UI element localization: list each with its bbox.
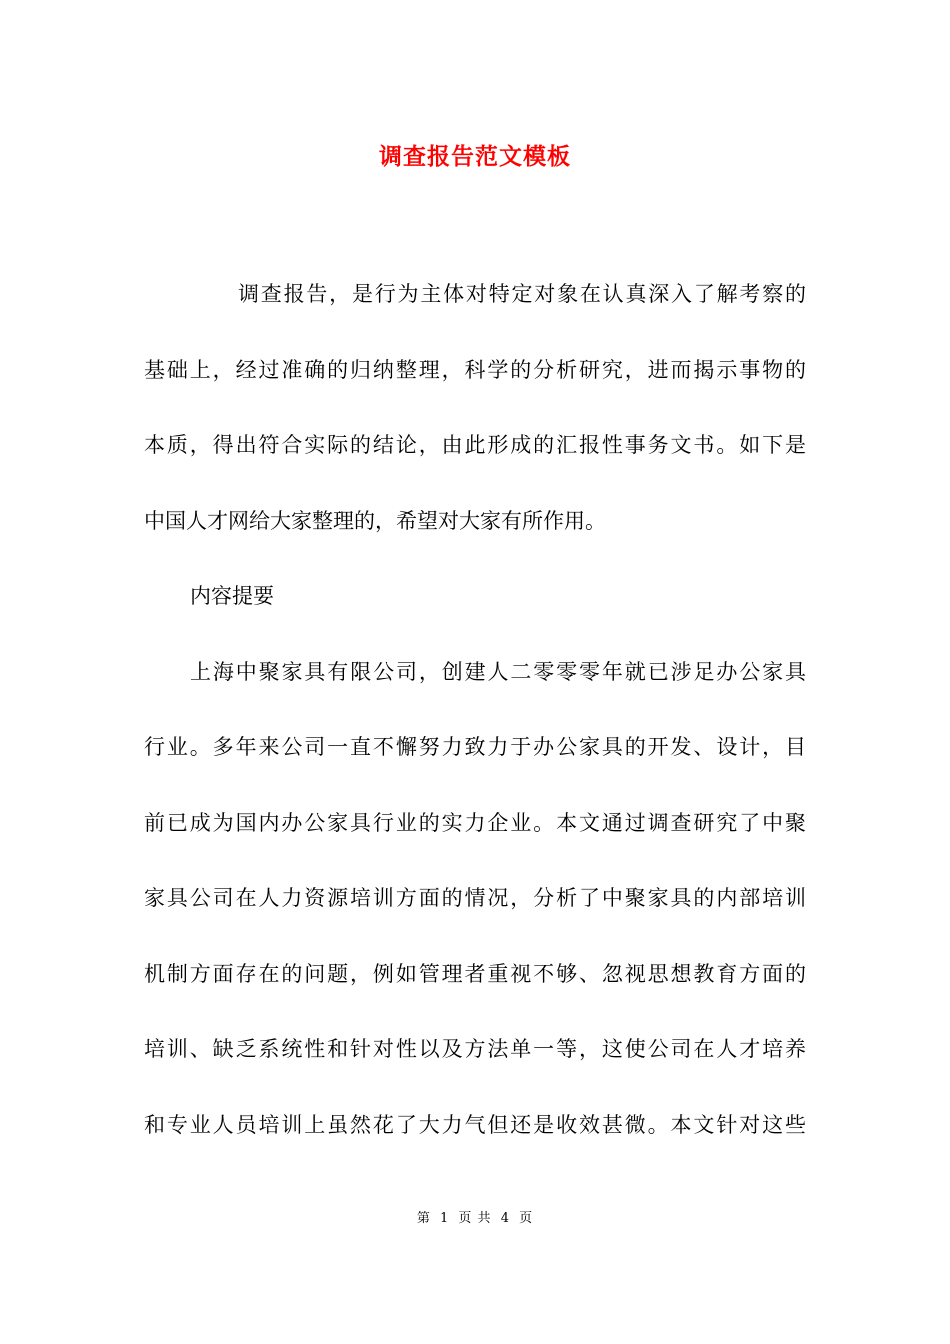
footer-label-page: 第 [416,1211,431,1226]
paragraph-line: 和专业人员培训上虽然花了大力气但还是收效甚微。本文针对这些 [144,1112,806,1137]
paragraph-line: 家具公司在人力资源培训方面的情况，分析了中聚家具的内部培训 [144,886,806,910]
footer-current-page: 1 [440,1211,450,1226]
document-body [144,270,806,1176]
paragraph-line: 机制方面存在的问题，例如管理者重视不够、忽视思想教育方面的 [144,961,806,986]
footer-total-pages: 4 [500,1211,510,1226]
paragraph-line: 培训、缺乏系统性和针对性以及方法单一等，这使公司在人才培养 [144,1037,806,1061]
section-heading: 内容提要 [190,584,274,608]
paragraph-line: 本质，得出符合实际的结论，由此形成的汇报性事务文书。如下是 [144,433,806,457]
paragraph-line: 上海中聚家具有限公司，创建人二零零零年就已涉足办公家具 [190,659,806,684]
footer-label-pages: 页 [519,1211,534,1226]
document-title: 调查报告范文模板 [379,144,571,170]
paragraph-line: 调查报告，是行为主体对特定对象在认真深入了解考察的 [238,282,806,306]
page-footer [0,1207,950,1226]
paragraph-line: 中国人才网给大家整理的，希望对大家有所作用。 [144,508,606,533]
footer-label-of: 页 共 [458,1211,492,1226]
paragraph-line: 行业。多年来公司一直不懈努力致力于办公家具的开发、设计，目 [144,735,806,759]
paragraph-line: 基础上，经过准确的归纳整理，科学的分析研究，进而揭示事物的 [144,357,806,382]
paragraph-line: 前已成为国内办公家具行业的实力企业。本文通过调查研究了中聚 [144,810,806,835]
